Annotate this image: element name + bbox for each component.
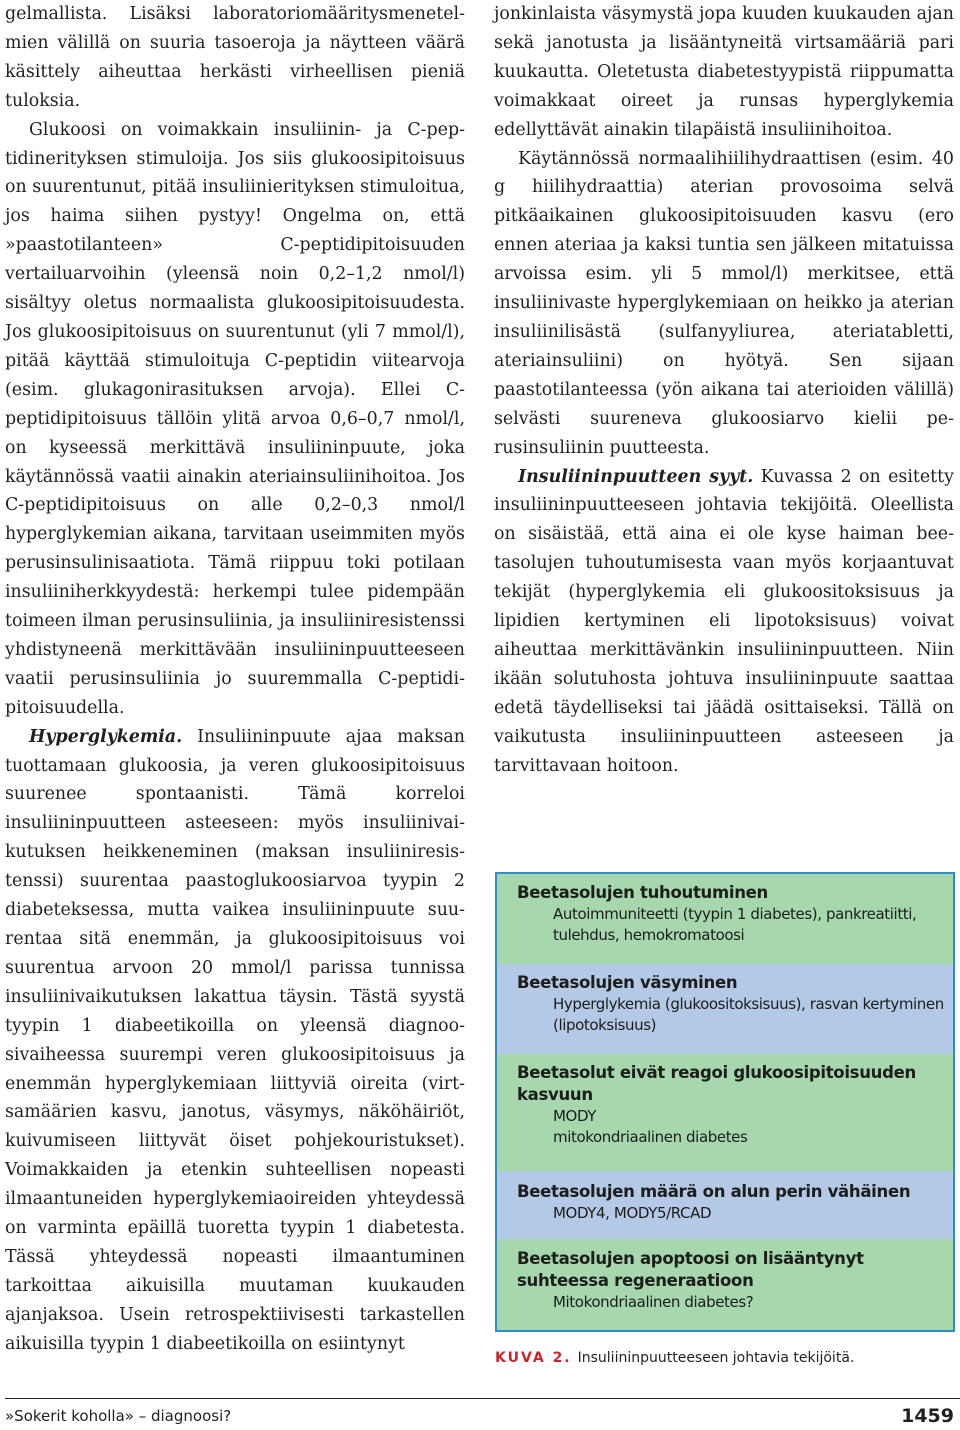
figure-caption <box>495 1348 854 1368</box>
paragraph-1: gelmallista. Lisäksi laboratoriomääritysmenetelmien välillä on suuria tasoeroja ja näytteen väärä käsittely aiheuttaa herkästi virheellisen pieniä tuloksia. <box>5 4 465 111</box>
figure-caption-text: Insuliininpuutteeseen johtavia tekijöitä. <box>577 1350 855 1366</box>
section-heading-hyperglykemia: Hyperglykemia. <box>29 726 183 747</box>
right-text-column <box>494 0 954 780</box>
figure-band-title: Beetasolujen määrä on alun perin vähäinen <box>517 1182 911 1201</box>
figure-band-item: MODY <box>553 1107 597 1125</box>
figure-band-3 <box>497 1054 953 1171</box>
paragraph-right-2: Käytännössä normaalihiilihydraattisen (esim. 40 g hiilihydraattia) aterian provosoima selvä pitkäaikainen glukoosipitoisuuden kasvu (ero ennen ateriaa ja kaksi tuntia sen jälkeen mitatuissa arvoissa esim. yli 5 mmol/l) merkitsee, että insuliinivaste hyperglykemiaan on heikko ja aterian insuliinilisästä (sulfanyyliurea, ateriatabletti, ateriainsuliini) on hyötyä. Sen sijaan paastotilanteessa (yön aikana tai aterioiden välillä) selvästi suureneva glukoosiarvo kielii perusinsuliinin puutteesta. <box>494 148 954 458</box>
figure-band-title: Beetasolujen tuhoutuminen <box>517 883 769 902</box>
figure-band-1 <box>497 874 953 964</box>
figure-band-title: Beetasolut eivät reagoi glukoosipitoisuuden kasvuun <box>517 1063 916 1104</box>
figure-band-item: Mitokondriaalinen diabetes? <box>553 1293 754 1311</box>
figure-band-4 <box>497 1171 953 1239</box>
figure-band-2 <box>497 964 953 1054</box>
paragraph-hyperglykemia <box>5 723 465 1359</box>
page-number: 1459 <box>901 1405 954 1427</box>
figure-insulin-deficiency-causes <box>495 872 955 1332</box>
paragraph-right-1: jonkinlaista väsymystä jopa kuuden kuukauden ajan sekä janotusta ja lisääntyneitä virtsamääriä pari kuukautta. Oletetusta diabetestyypistä riippumatta voimakkaat oireet ja runsas hyperglykemia edellyttävät ainakin tilapäistä insuliinihoitoa. <box>494 4 954 140</box>
paragraph-syyt-text: Kuvassa 2 on esitetty insuliininpuutteeseen johtavia tekijöitä. Oleellista on sisäistää, että aina ei ole kyse haiman beetasolujen tuhoutumisesta vaan myös korjaantuvat tekijät (hyperglykemia eli glukoositoksisuus ja lipidien kertyminen eli lipotoksisuus) voivat aiheuttaa merkittävänkin insuliininpuutteen. Niin ikään solutuhosta johtuva insuliininpuute saattaa edetä täydelliseksi tai jäädä osittaiseksi. Tällä on vaikutusta insuliininpuutteen asteeseen ja tarvittavaan hoitoon. <box>494 466 954 776</box>
figure-band-item: mitokondriaalinen diabetes <box>553 1128 748 1146</box>
paragraph-hyperglykemia-text: Insuliininpuute ajaa maksan tuottamaan glukoosia, ja veren glukoosipitoisuus suurenee spontaanisti. Tämä korreloi insuliininpuutteen asteeseen: myös insuliinivaikutuksen heikkeneminen (maksan insuliiniresistenssi) suurentaa paastoglukoosiarvoa tyypin 2 diabeteksessa, mutta vaikea insuliininpuute suurentaa sitä enemmän, ja glukoosipitoisuus voi suurentua arvoon 20 mmol/l parissa tunnissa insuliinivaikutuksen lakattua täysin. Tästä syystä tyypin 1 diabeetikoilla on yleensä diagnoosivaiheessa suurempi veren glukoosipitoisuus ja enemmän hyperglykemiaan liittyviä oireita (virtsamäärien kasvu, janotus, väsymys, näköhäiriöt, kuivumiseen liittyvät öiset pohjekouristukset). Voimakkaiden ja etenkin suhteellisen nopeasti ilmaantuneiden hyperglykemiaoireiden yhteydessä on varminta epäillä tuoretta tyypin 1 diabetesta. Tässä yhteydessä nopeasti ilmaantuminen tarkoittaa aikuisilla muutaman kuukauden ajanjaksoa. Usein retrospektiivisesti tarkastellen aikuisilla tyypin 1 diabeetikoilla on esiintynyt <box>5 726 465 1354</box>
figure-band-item: Hyperglykemia (glukoositoksisuus), rasvan kertyminen (lipotoksisuus) <box>553 995 944 1034</box>
section-heading-syyt: Insuliininpuutteen syyt. <box>518 466 754 487</box>
figure-band-title: Beetasolujen väsyminen <box>517 973 738 992</box>
left-text-column <box>5 0 465 1359</box>
paragraph-syyt <box>494 463 954 781</box>
figure-band-title: Beetasolujen apoptoosi on lisääntynyt suhteessa regeneraatioon <box>517 1249 864 1290</box>
figure-band-item: Autoimmuniteetti (tyypin 1 diabetes), pankreatiitti, tulehdus, hemokromatoosi <box>553 905 917 944</box>
running-footer-title: »Sokerit koholla» – diagnoosi? <box>5 1407 232 1425</box>
figure-label: KUVA 2. <box>495 1350 572 1366</box>
figure-band-item: MODY4, MODY5/RCAD <box>553 1204 712 1222</box>
figure-band-5 <box>497 1239 953 1330</box>
footer-divider <box>5 1398 960 1399</box>
paragraph-2: Glukoosi on voimakkain insuliinin- ja C-peptidinerityksen stimuloija. Jos siis glukoosipitoisuus on suurentunut, pitää insuliinierityksen stimuloitua, jos haima siihen pystyy! Ongelma on, että »paastotilanteen» C-peptidipitoisuuden vertailuarvoihin (yleensä noin 0,2–1,2 nmol/l) sisältyy oletus normaalista glukoosipitoisuudesta. Jos glukoosipitoisuus on suurentunut (yli 7 mmol/l), pitää käyttää stimuloituja C-peptidin viitearvoja (esim. glukagonirasituksen arvoja). Ellei C-peptidipitoisuus tällöin ylitä arvoa 0,6–0,7 nmol/l, on kyseessä merkittävä insuliininpuute, joka käytännössä vaatii ainakin ateriainsuliinihoitoa. Jos C-peptidipitoisuus on alle 0,2–0,3 nmol/l hyperglykemian aikana, tarvitaan useimmiten myös perusinsulinisaatiota. Tämä riippuu toki potilaan insuliiniherkkyydestä: herkempi tulee pidempään toimeen ilman perusinsuliinia, ja insuliiniresistenssi yhdistyneenä merkittävään insuliininpuutteeseen vaatii perusinsuliinia jo suuremmalla C-peptidipitoisuudella. <box>5 119 465 718</box>
